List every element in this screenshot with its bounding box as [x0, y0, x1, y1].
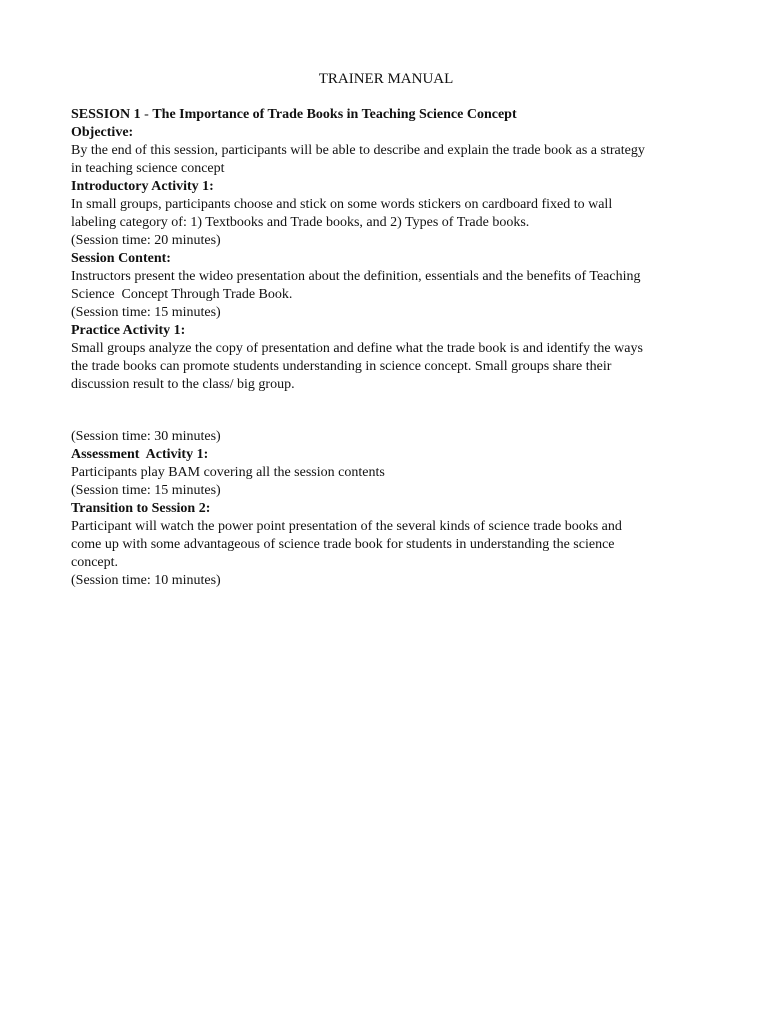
practice-session-time: (Session time: 30 minutes) — [71, 429, 221, 444]
assessment-line-1: Participants play BAM covering all the session contents — [71, 465, 385, 480]
transition-line-2: come up with some advantageous of science trade book for students in understanding the science — [71, 537, 615, 552]
document-title: TRAINER MANUAL — [318, 71, 454, 87]
content-session-time: (Session time: 15 minutes) — [71, 305, 221, 320]
section-introductory — [71, 178, 701, 250]
content-line-1: Instructors present the wideo presentation about the definition, essentials and the benefits of Teaching — [71, 269, 641, 284]
practice-line-1: Small groups analyze the copy of presentation and define what the trade book is and identify the ways — [71, 341, 643, 356]
objective-line-1: By the end of this session, participants will be able to describe and explain the trade book as a strategy — [71, 143, 645, 158]
transition-session-time: (Session time: 10 minutes) — [71, 573, 221, 588]
section-title-practice: Practice Activity 1: — [71, 323, 186, 338]
section-title-introductory: Introductory Activity 1: — [71, 179, 214, 194]
session-number: SESSION 1 — [71, 107, 141, 122]
section-title-assessment: Assessment Activity 1: — [71, 447, 209, 462]
document-page — [71, 70, 701, 590]
content-line-2: Science Concept Through Trade Book. — [71, 287, 293, 302]
transition-line-1: Participant will watch the power point presentation of the several kinds of science trade books and — [71, 519, 622, 534]
introductory-line-2: labeling category of: 1) Textbooks and Trade books, and 2) Types of Trade books. — [71, 215, 530, 230]
assessment-session-time: (Session time: 15 minutes) — [71, 483, 221, 498]
blank-space — [71, 394, 701, 428]
introductory-line-1: In small groups, participants choose and stick on some words stickers on cardboard fixed to wall — [71, 197, 613, 212]
section-title-transition: Transition to Session 2: — [71, 501, 211, 516]
introductory-session-time: (Session time: 20 minutes) — [71, 233, 221, 248]
session-separator: - — [140, 107, 153, 122]
section-content — [71, 250, 701, 322]
section-title-content: Session Content: — [71, 251, 171, 266]
section-transition — [71, 500, 701, 590]
section-assessment — [71, 446, 701, 500]
session-topic: The Importance of Trade Books in Teaching Science Concept — [152, 107, 517, 122]
practice-line-3: discussion result to the class/ big group. — [71, 377, 295, 392]
section-title-objective: Objective: — [71, 125, 134, 140]
transition-line-3: concept. — [71, 555, 119, 570]
section-practice — [71, 322, 701, 446]
section-objective — [71, 124, 701, 178]
objective-line-2: in teaching science concept — [71, 161, 225, 176]
practice-line-2: the trade books can promote students understanding in science concept. Small groups share their — [71, 359, 612, 374]
session-heading — [71, 106, 701, 124]
